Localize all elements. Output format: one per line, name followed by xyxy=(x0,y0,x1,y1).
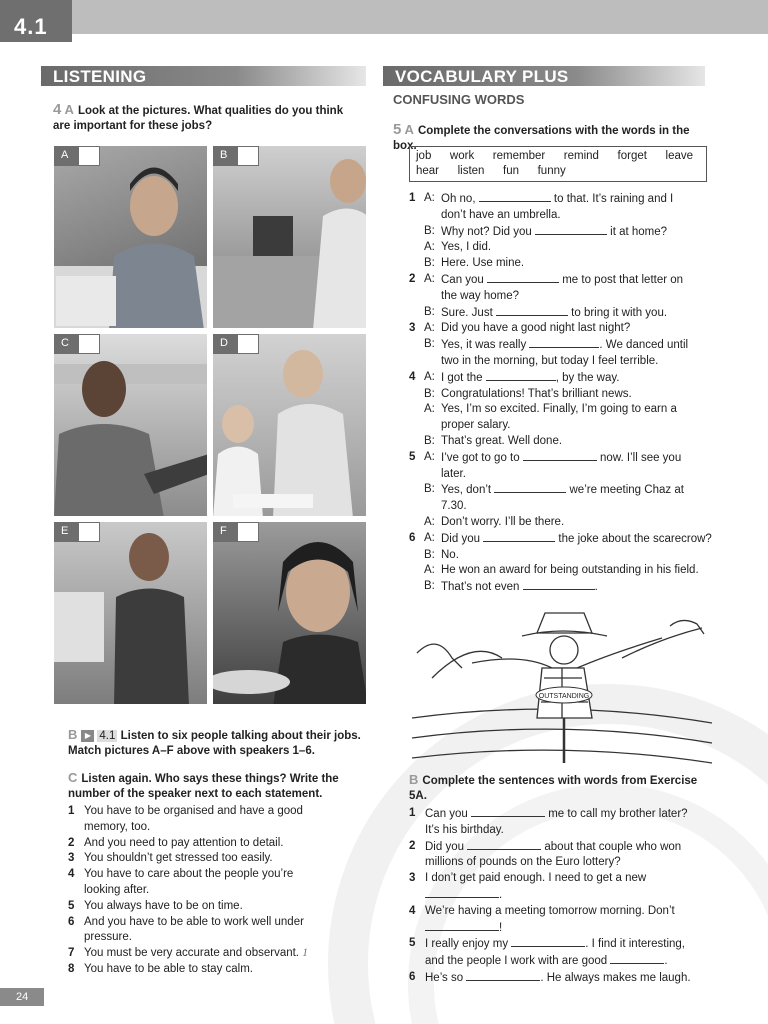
answer-box[interactable] xyxy=(78,146,100,166)
list-item: 2 And you need to pay attention to detail. xyxy=(68,836,284,849)
answer-box[interactable] xyxy=(78,522,100,542)
photo-b-image xyxy=(213,146,367,329)
exercise-4c: C Listen again. Who says these things? Write the number of the speaker next to each statement. xyxy=(68,770,339,800)
photo-e xyxy=(53,521,208,705)
answer-box[interactable] xyxy=(237,522,259,542)
exercise-4b-text: Listen to six people talking about their jobs. Match pictures A–F above with speakers 1–6. xyxy=(68,730,361,757)
photo-f xyxy=(212,521,367,705)
answer-blank[interactable] xyxy=(494,482,566,493)
list-item: 5 I really enjoy my . I find it interesting, xyxy=(409,937,685,951)
exercise-5b-text: Complete the sentences with words from Exercise 5A. xyxy=(409,775,698,802)
page-number: 24 xyxy=(0,988,44,1006)
conversation-line: A: Don’t worry. I’ll be there. xyxy=(424,515,565,528)
track-number: 4.1 xyxy=(99,730,116,742)
answer-blank[interactable] xyxy=(466,970,540,981)
conversation-line: A: He won an award for being outstanding in his field. xyxy=(424,564,699,577)
exercise-5b: B Complete the sentences with words from Exercise 5A. xyxy=(409,772,698,802)
photo-c xyxy=(53,333,208,517)
answer-blank[interactable] xyxy=(610,953,664,964)
answer-blank[interactable] xyxy=(523,579,595,590)
list-item: 6 And you have to be able to work well under pressure. xyxy=(68,915,304,944)
photo-b xyxy=(212,145,367,329)
conversation-line: B: Yes, don’t we’re meeting Chaz at xyxy=(424,483,684,497)
play-audio-icon[interactable]: ▶ xyxy=(81,730,94,742)
word-box-line: job work remember remind forget leave xyxy=(416,150,694,162)
conversation-line: 3 A: Did you have a good night last night? xyxy=(409,322,631,335)
answer-blank[interactable] xyxy=(487,272,559,283)
list-item: 2 Did you about that couple who won xyxy=(409,839,682,853)
statement-list xyxy=(68,804,328,978)
list-item: 6 He’s so . He always makes me laugh. xyxy=(409,970,691,984)
answer-blank[interactable] xyxy=(523,450,597,461)
conversation-line: B: Yes, it was really . We danced until xyxy=(424,338,689,352)
conversation-line: 5 A: I’ve got to go to now. I’ll see you xyxy=(409,450,682,464)
photo-label: D xyxy=(213,334,237,354)
conversation-line: 4 A: I got the , by the way. xyxy=(409,370,620,384)
list-item: 5 You always have to be on time. xyxy=(68,899,243,912)
photo-c-image xyxy=(54,334,208,517)
answer-blank[interactable] xyxy=(467,839,541,850)
photo-d xyxy=(212,333,367,517)
sentence-list: 1 Can you me to call my brother later? It’s his birthday. 2 Did you about that couple who won millions of pounds on the Euro lottery? 3 I don’t get paid enough. I need to get a new . 4 We’re having a meeting tomorrow morning. Don’t ! 5 I really enjoy my . I find it interesting, and the people I work with are good . 6 He’s so . He always makes me laugh. xyxy=(409,806,709,987)
conversation-line: B: No. xyxy=(424,548,459,561)
outstanding-sign: OUTSTANDING xyxy=(538,693,590,700)
scarecrow-illustration xyxy=(412,598,712,768)
conversation-line: B: Here. Use mine. xyxy=(424,257,525,270)
photo-label: A xyxy=(54,146,78,166)
list-item: 3 I don’t get paid enough. I need to get a new xyxy=(409,872,647,885)
answer-blank[interactable] xyxy=(535,224,607,235)
list-item: 4 You have to care about the people you’re looking after. xyxy=(68,868,294,896)
list-item: 3 You shouldn’t get stressed too easily. xyxy=(68,852,273,865)
answer-blank[interactable] xyxy=(529,337,599,348)
answer-blank[interactable] xyxy=(425,887,499,898)
answer-blank[interactable] xyxy=(425,920,499,931)
answer-blank[interactable] xyxy=(471,806,545,817)
conversation-line: A: Yes, I’m so excited. Finally, I’m going to earn a xyxy=(424,403,677,416)
photo-a-image xyxy=(54,146,208,329)
conversation-line: B: That’s great. Well done. xyxy=(424,434,563,447)
photo-d-image xyxy=(213,334,367,517)
list-item: 8 You have to be able to stay calm. xyxy=(68,962,253,975)
answer-blank[interactable] xyxy=(496,305,568,316)
conversation-line: B: That’s not even . xyxy=(424,580,598,594)
list-item: 7 You must be very accurate and observant. 1 xyxy=(68,947,308,960)
handwritten-answer: 1 xyxy=(302,947,308,960)
answer-box[interactable] xyxy=(78,334,100,354)
exercise-4a: 4 A Look at the pictures. What qualities do you think are important for these jobs? xyxy=(53,101,344,132)
photo-f-image xyxy=(213,522,367,705)
photo-label: F xyxy=(213,522,237,542)
conversation-line: 1 A: Oh no, to that. It’s raining and I xyxy=(409,192,674,205)
word-box xyxy=(409,146,707,182)
exercise-5a: 5 A Complete the conversations with the words in the box. xyxy=(393,121,690,152)
conversation-line: B: Why not? Did you it at home? xyxy=(424,224,668,238)
exercise-4a-text: Look at the pictures. What qualities do you think are important for these jobs? xyxy=(53,105,344,132)
answer-blank[interactable] xyxy=(511,936,585,947)
top-bar xyxy=(0,0,768,34)
list-item: 1 You have to be organised and have a good memory, too. xyxy=(68,805,303,833)
photo-label: E xyxy=(54,522,78,542)
photo-label: B xyxy=(213,146,237,166)
confusing-words-subheading: CONFUSING WORDS xyxy=(393,92,525,107)
conversation-line: A: Yes, I did. xyxy=(424,241,492,254)
photo-e-image xyxy=(54,522,208,705)
exercise-4b: B ▶ 4.1 Listen to six people talking about their jobs. Match pictures A–F above with speakers 1–6. xyxy=(68,727,361,757)
photo-label: C xyxy=(54,334,78,354)
exercise-5a-text: Complete the conversations with the words in the box. xyxy=(393,125,690,152)
answer-blank[interactable] xyxy=(483,531,555,542)
answer-blank[interactable] xyxy=(479,191,551,202)
vocabulary-plus-heading: VOCABULARY PLUS xyxy=(383,66,705,86)
conversation-list: 1 A: Oh no, to that. It’s raining and I don’t have an umbrella. B: Why not? Did you it at home? A: Yes, I did. B: Here. Use mine. 2 A: Can you me to post that letter on the way home? B: Sure. Just to bring it with you. 3 A: Did you have a good night last night? B: Yes, it was really . We danced until two in the morning, but today I feel terrible. 4 A: I got the , by the way. B: Congratulations! That’s brilliant news. A: Yes, I’m so excited. Finally, I’m going to earn a proper salary. B: That’s great. Well done. 5 A: I’ve got to go to now. I’ll see you later. B: Yes, don’t we’re meeting Chaz at 7.30. A: Don’t worry. I’ll be there. 6 A: Did you the joke about the scarecrow? B: No. A: He won an award for being outstanding in his field. B: That’s not even . xyxy=(409,191,719,596)
exercise-4c-text: Listen again. Who says these things? Write the number of the speaker next to each statement. xyxy=(68,773,339,800)
listening-heading: LISTENING xyxy=(41,66,366,86)
list-item: 1 Can you me to call my brother later? xyxy=(409,807,688,820)
conversation-line: 2 A: Can you me to post that letter on xyxy=(409,272,684,286)
photo-a xyxy=(53,145,208,329)
word-box-line: hear listen fun funny xyxy=(416,165,566,177)
conversation-line: 6 A: Did you the joke about the scarecrow? xyxy=(409,531,712,545)
unit-number: 4.1 xyxy=(0,0,72,42)
conversation-line: B: Sure. Just to bring it with you. xyxy=(424,305,668,319)
list-item: 4 We’re having a meeting tomorrow morning. Don’t xyxy=(409,904,675,917)
answer-blank[interactable] xyxy=(486,370,556,381)
answer-box[interactable] xyxy=(237,334,259,354)
conversation-line: B: Congratulations! That’s brilliant news. xyxy=(424,387,632,400)
answer-box[interactable] xyxy=(237,146,259,166)
